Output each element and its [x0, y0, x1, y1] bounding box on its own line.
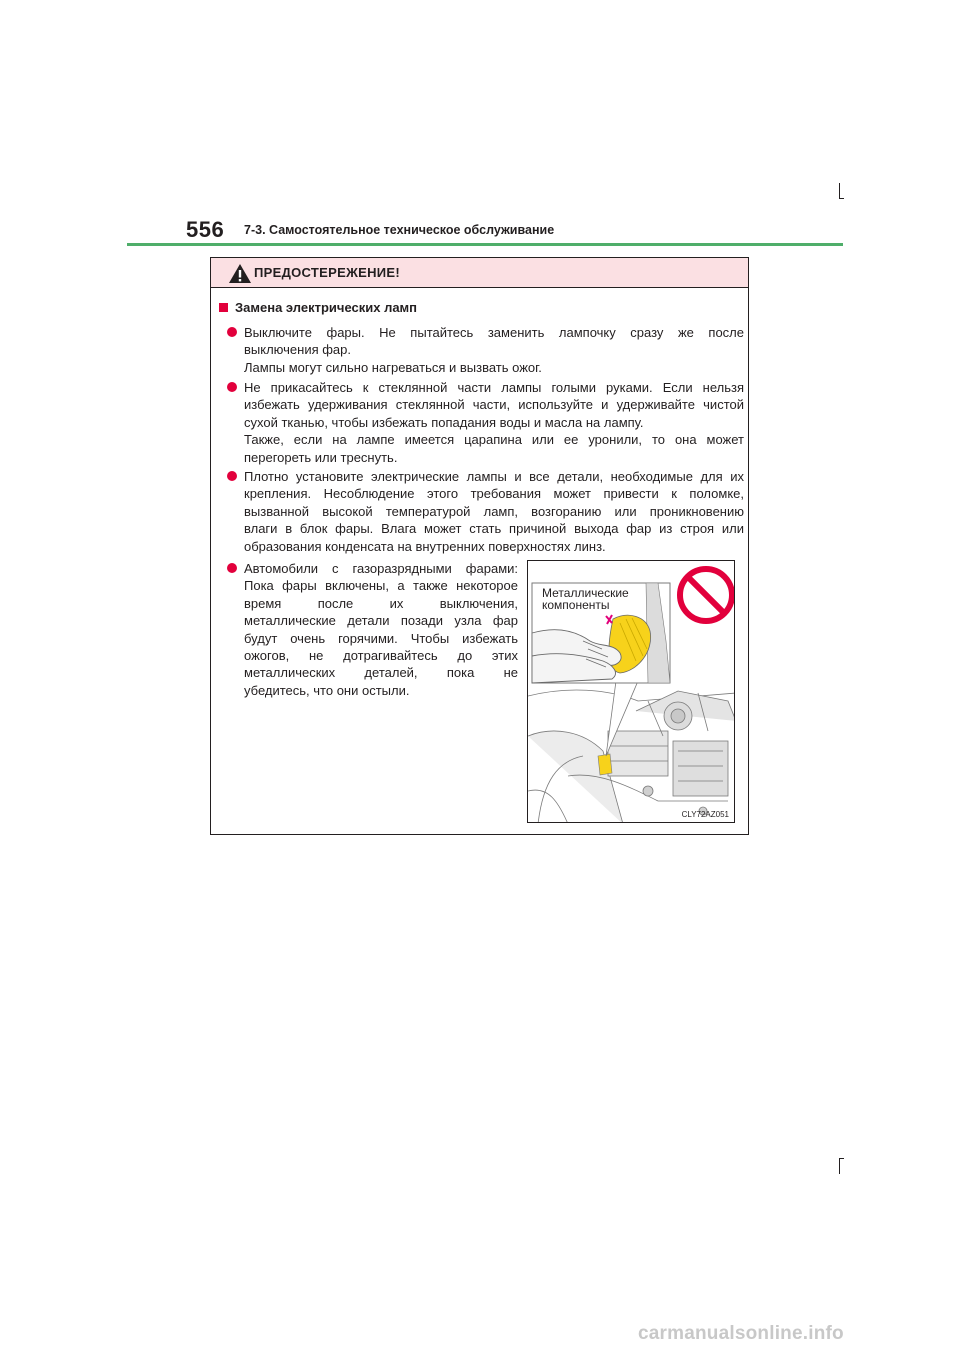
callout-label-line: компоненты	[542, 598, 610, 612]
bullet-line: Не прикасайтесь к стеклянной части лампы голыми руками. Если нельзя	[244, 380, 744, 395]
callout-label	[539, 585, 632, 613]
bullet-line: Плотно установите электрические лампы и все детали, необходимые для их	[244, 469, 744, 484]
bullet-line: Выключите фары. Не пытайтесь заменить лампочку сразу же после	[244, 325, 744, 340]
page-number: 556	[186, 217, 225, 242]
warning-triangle-icon	[228, 263, 252, 284]
bullet-line: перегореть или треснуть.	[244, 449, 398, 465]
engine-bay-illustration	[528, 690, 735, 823]
crop-mark-bottom	[839, 1158, 840, 1174]
bullet-line: время после их выключения,	[244, 595, 518, 611]
bullet-line: образования конденсата на внутренних поверхностях линз.	[244, 538, 606, 554]
warning-bullet	[227, 468, 744, 555]
bullet-line: сухой тканью, чтобы избежать попадания воды и масла на лампу.	[244, 414, 644, 430]
callout-label-line: Металлические	[542, 586, 629, 600]
crop-mark-top	[839, 183, 840, 199]
bullet-dot-icon	[227, 327, 237, 337]
illustration	[527, 560, 735, 823]
bullet-dot-icon	[227, 563, 237, 573]
image-code: CLY72AZ051	[681, 810, 729, 819]
bullet-line: Лампы могут сильно нагреваться и вызвать ожог.	[244, 359, 542, 375]
subheading-text: Замена электрических ламп	[235, 300, 418, 315]
bullet-line: влаги в блок фары. Влага может стать причиной выхода фар из строя или	[244, 521, 744, 537]
bullet-line: металлических деталей, пока не	[244, 665, 518, 681]
bullet-line: будут очень горячими. Чтобы избежать	[244, 630, 518, 646]
warning-box	[210, 257, 749, 835]
warning-header	[211, 258, 748, 288]
watermark: carmanualsonline.info	[638, 1323, 844, 1344]
header-rule	[127, 243, 843, 246]
bullet-line: Автомобили с газоразрядными фарами:	[244, 561, 518, 576]
warning-subheading	[219, 300, 417, 315]
bullet-line: Пока фары включены, а также некоторое	[244, 578, 518, 594]
section-title: 7-3. Самостоятельное техническое обслуживание	[244, 223, 555, 237]
bullet-dot-icon	[227, 382, 237, 392]
bullet-line: избежать удерживания стеклянной части, используйте и удерживайте чистой	[244, 397, 744, 413]
crop-mark-top	[839, 198, 844, 199]
bullet-dot-icon	[227, 471, 237, 481]
bullet-line: ожогов, не дотрагивайтесь до этих	[244, 648, 518, 664]
bullet-line: металлические детали позади узла фар	[244, 613, 518, 629]
bullet-line: крепления. Несоблюдение этого требования может привести к поломке,	[244, 486, 744, 502]
bullet-line: Также, если на лампе имеется царапина или ее уронили, то она может	[244, 432, 744, 448]
warning-bullet	[227, 324, 744, 376]
prohibition-icon	[680, 569, 732, 621]
metal-component-marker	[598, 754, 612, 775]
crop-mark-bottom	[839, 1158, 844, 1159]
bullet-line: выключения фар.	[244, 342, 351, 358]
square-bullet-icon	[219, 303, 228, 312]
warning-bullet	[227, 379, 744, 466]
warning-bullet	[227, 560, 518, 699]
warning-title: ПРЕДОСТЕРЕЖЕНИЕ!	[254, 265, 401, 280]
bullet-line: вызванной высокой температурой ламп, возгоранию или проникновению	[244, 503, 744, 519]
bullet-line: убедитесь, что они остыли.	[244, 682, 410, 698]
